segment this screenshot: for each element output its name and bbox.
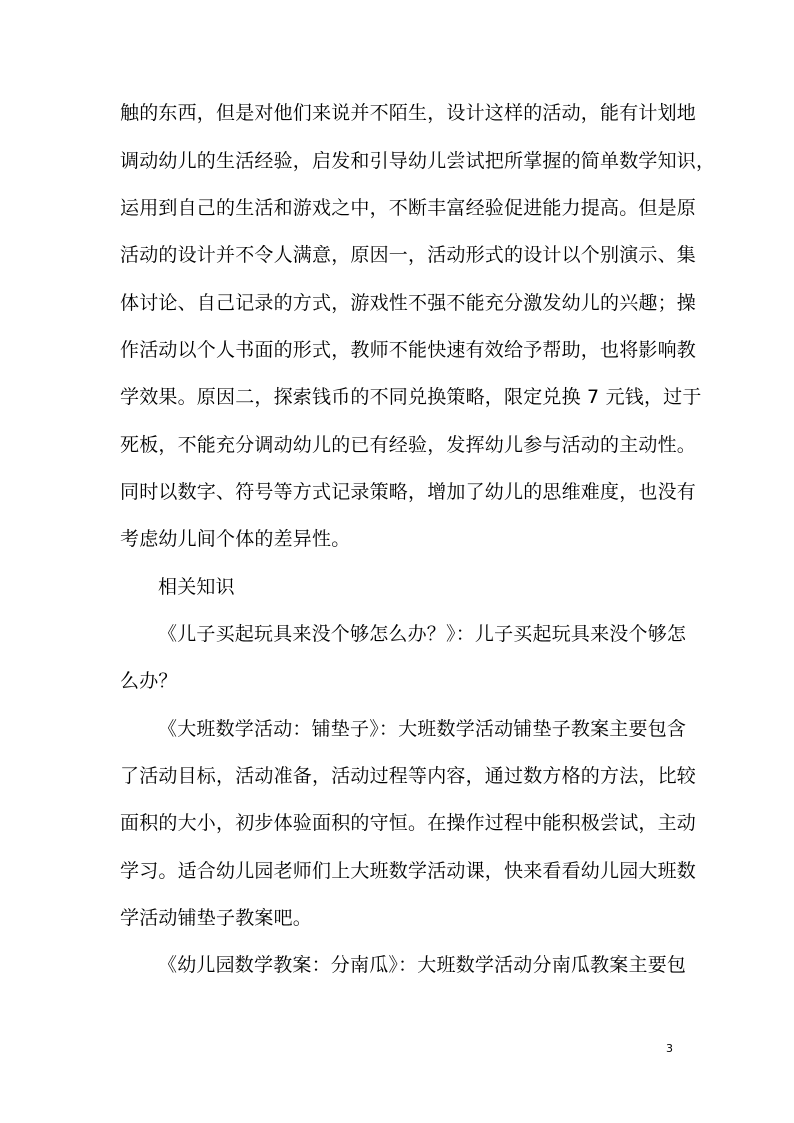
page-number: 3 xyxy=(666,1042,673,1055)
text-line: 活动的设计并不令人满意，原因一，活动形式的设计以个别演示、集 xyxy=(120,244,697,266)
text-line: 考虑幼儿间个体的差异性。 xyxy=(120,528,351,550)
text-line: 么办？ xyxy=(120,670,178,692)
text-line: 面积的大小，初步体验面积的守恒。在操作过程中能积极尝试，主动 xyxy=(120,812,697,834)
text-line: 调动幼儿的生活经验，启发和引导幼儿尝试把所掌握的简单数学知识， xyxy=(120,150,716,172)
text-line: 作活动以个人书面的形式，教师不能快速有效给予帮助，也将影响教 xyxy=(120,339,697,361)
text-line: 了活动目标，活动准备，活动过程等内容，通过数方格的方法，比较 xyxy=(120,765,697,787)
text-line: 死板，不能充分调动幼儿的已有经验，发挥幼儿参与活动的主动性。 xyxy=(120,434,697,456)
text-line: 《幼儿园数学教案：分南瓜》：大班数学活动分南瓜教案主要包 xyxy=(158,954,687,976)
text-line: 运用到自己的生活和游戏之中，不断丰富经验促进能力提高。但是原 xyxy=(120,197,697,219)
text-line: 触的东西，但是对他们来说并不陌生，设计这样的活动，能有计划地 xyxy=(120,102,697,124)
text-line: 学活动铺垫子教案吧。 xyxy=(120,907,313,929)
text-line: 体讨论、自己记录的方式，游戏性不强不能充分激发幼儿的兴趣；操 xyxy=(120,292,697,314)
text-line: 学习。适合幼儿园老师们上大班数学活动课，快来看看幼儿园大班数 xyxy=(120,860,697,882)
section-heading: 相关知识 xyxy=(158,576,235,598)
text-line: 《大班数学活动：铺垫子》：大班数学活动铺垫子教案主要包含 xyxy=(158,718,687,740)
text-line: 学效果。原因二，探索钱币的不同兑换策略，限定兑换 7 元钱，过于 xyxy=(120,386,702,408)
text-line: 同时以数字、符号等方式记录策略，增加了幼儿的思维难度，也没有 xyxy=(120,481,697,503)
text-line: 《儿子买起玩具来没个够怎么办？》：儿子买起玩具来没个够怎 xyxy=(158,623,687,645)
